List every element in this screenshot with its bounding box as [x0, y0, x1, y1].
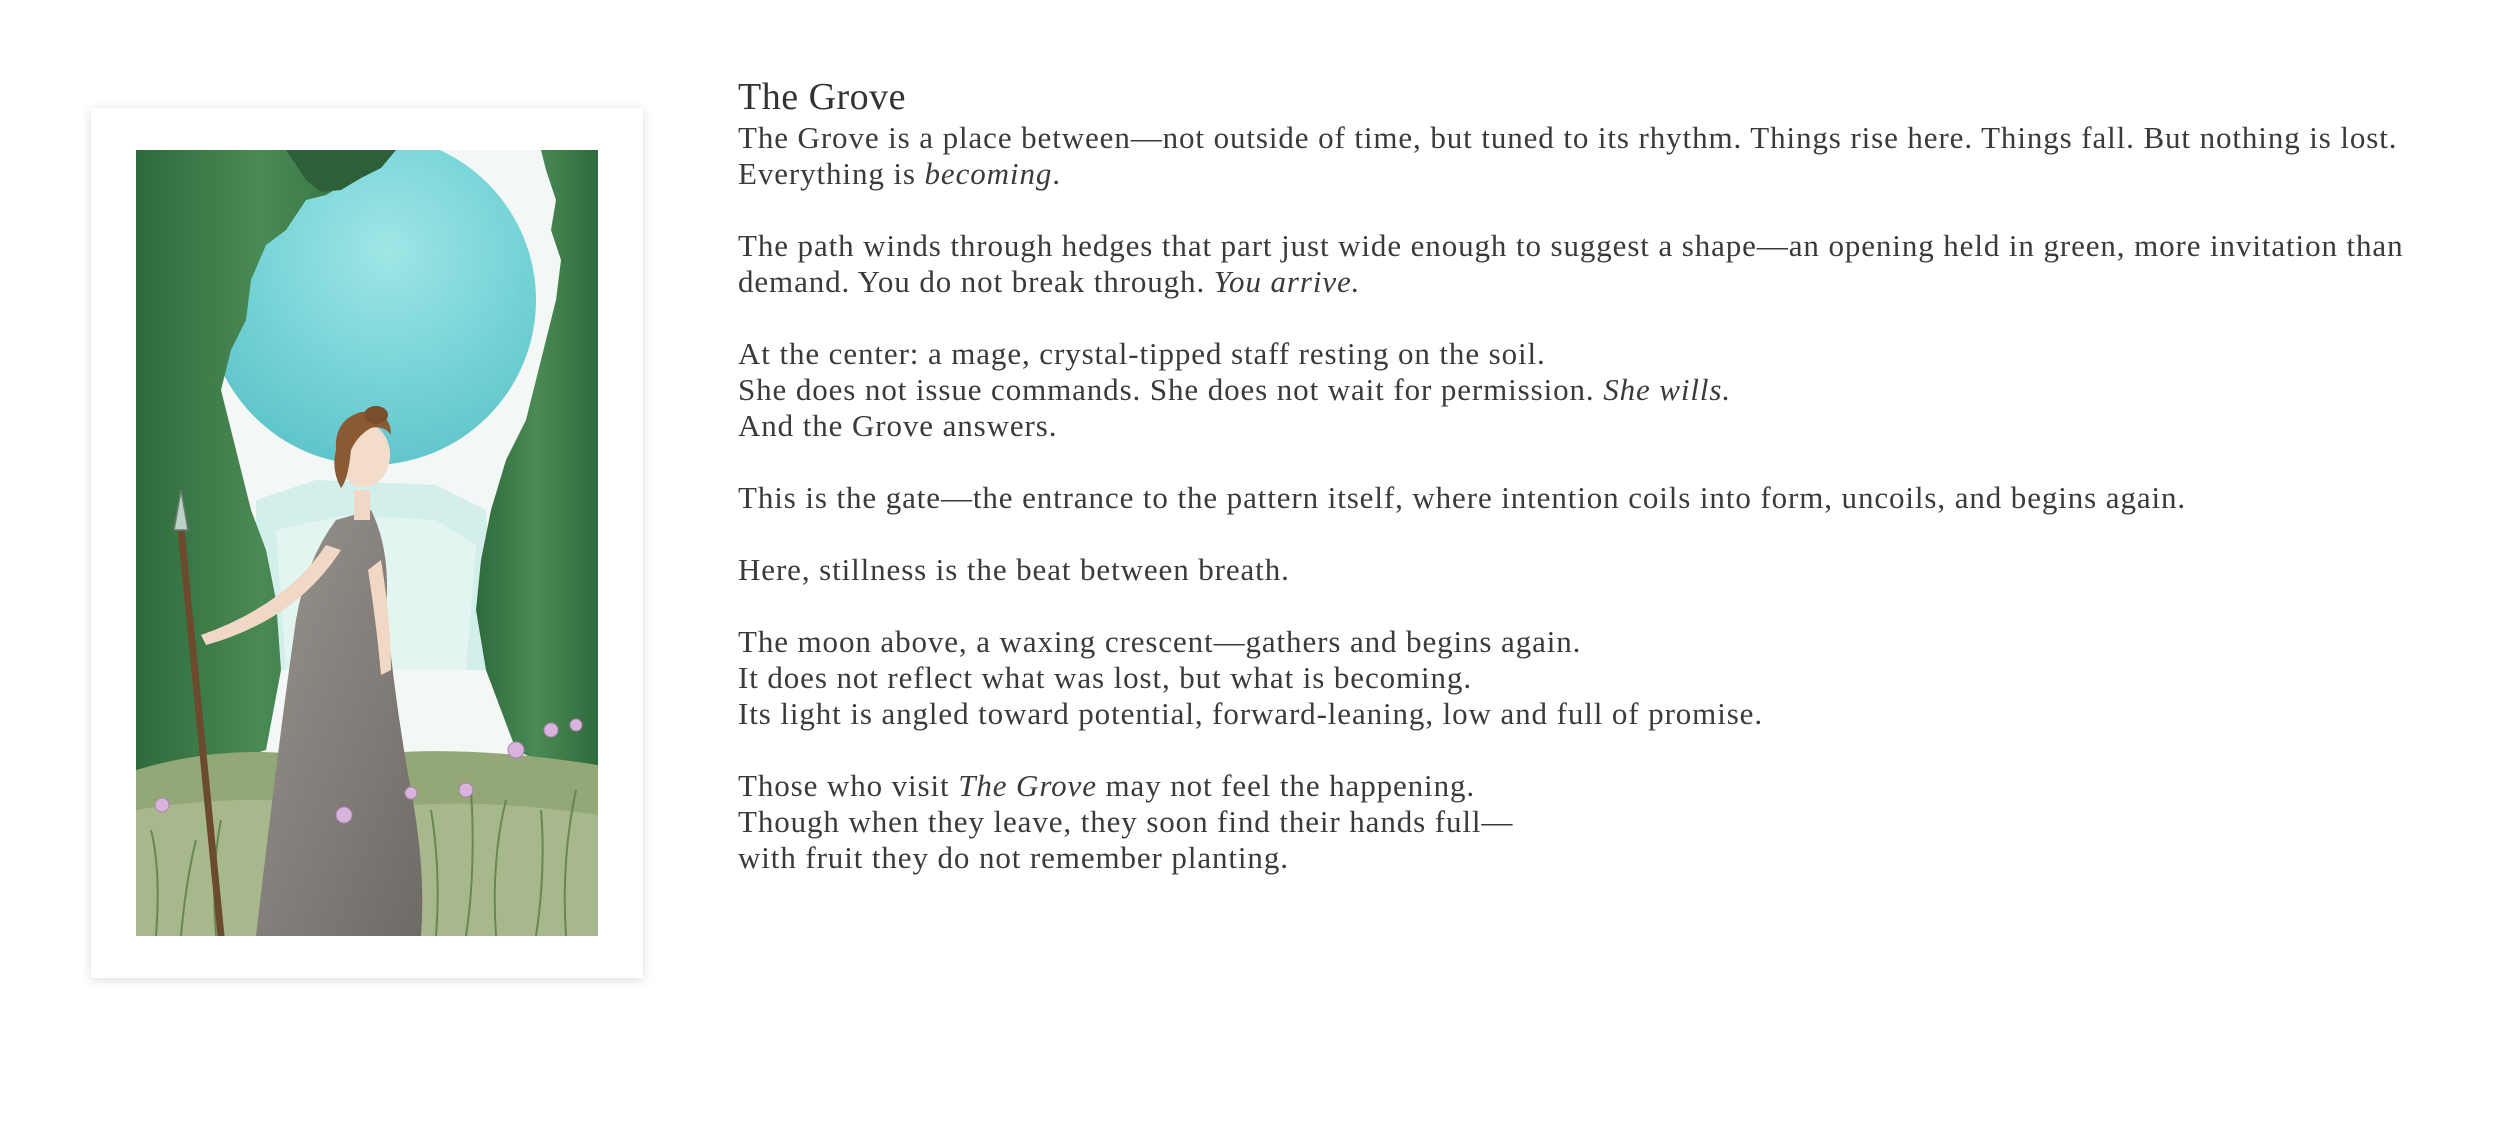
article-title: The Grove	[738, 76, 907, 118]
paragraph-4: This is the gate—the entrance to the pattern itself, where intention coils into form, uncoils, and begins again.	[738, 480, 2187, 515]
paragraph-5: Here, stillness is the beat between breath.	[738, 552, 1290, 587]
p7-line-1-start: Those who visit	[738, 768, 959, 803]
card-illustration	[136, 150, 598, 936]
p6-line-2: It does not reflect what was lost, but what is becoming.	[738, 660, 1472, 695]
p6-line-3: Its light is angled toward potential, forward-leaning, low and full of promise.	[738, 696, 1763, 731]
article	[738, 74, 2458, 912]
paragraph-2	[738, 228, 2458, 300]
p3-line-2-text: She does not issue commands. She does not wait for permission.	[738, 372, 1604, 407]
p3-line-1: At the center: a mage, crystal-tipped staff resting on the soil.	[738, 336, 1546, 371]
p2-text: The path winds through hedges that part just wide enough to suggest a shape—an opening held in green, more invitation than demand. You do not break through.	[738, 228, 2404, 299]
p3-line-2	[738, 372, 2458, 408]
paragraph-6	[738, 624, 2458, 732]
paragraph-7	[738, 768, 2458, 876]
p1-emphasis: becoming	[924, 156, 1053, 191]
p1-text: The Grove is a place between—not outside of time, but tuned to its rhythm. Things rise here. Things fall. But nothing is lost. Everything is	[738, 120, 2398, 191]
p7-line-1-end: may not feel the happening.	[1096, 768, 1476, 803]
p3-emphasis: She wills.	[1603, 372, 1732, 407]
p7-line-2: Though when they leave, they soon find their hands full—	[738, 804, 1514, 839]
p2-emphasis: You arrive.	[1213, 264, 1361, 299]
p1-end: .	[1052, 156, 1061, 191]
paragraph-1	[738, 120, 2458, 192]
p6-line-1: The moon above, a waxing crescent—gathers and begins again.	[738, 624, 1582, 659]
p7-line-1	[738, 768, 2458, 804]
p7-emphasis: The Grove	[958, 768, 1097, 803]
p7-line-3: with fruit they do not remember planting.	[738, 840, 1289, 875]
tarot-card	[91, 108, 643, 978]
p3-line-3: And the Grove answers.	[738, 408, 1058, 443]
paragraph-3	[738, 336, 2458, 444]
